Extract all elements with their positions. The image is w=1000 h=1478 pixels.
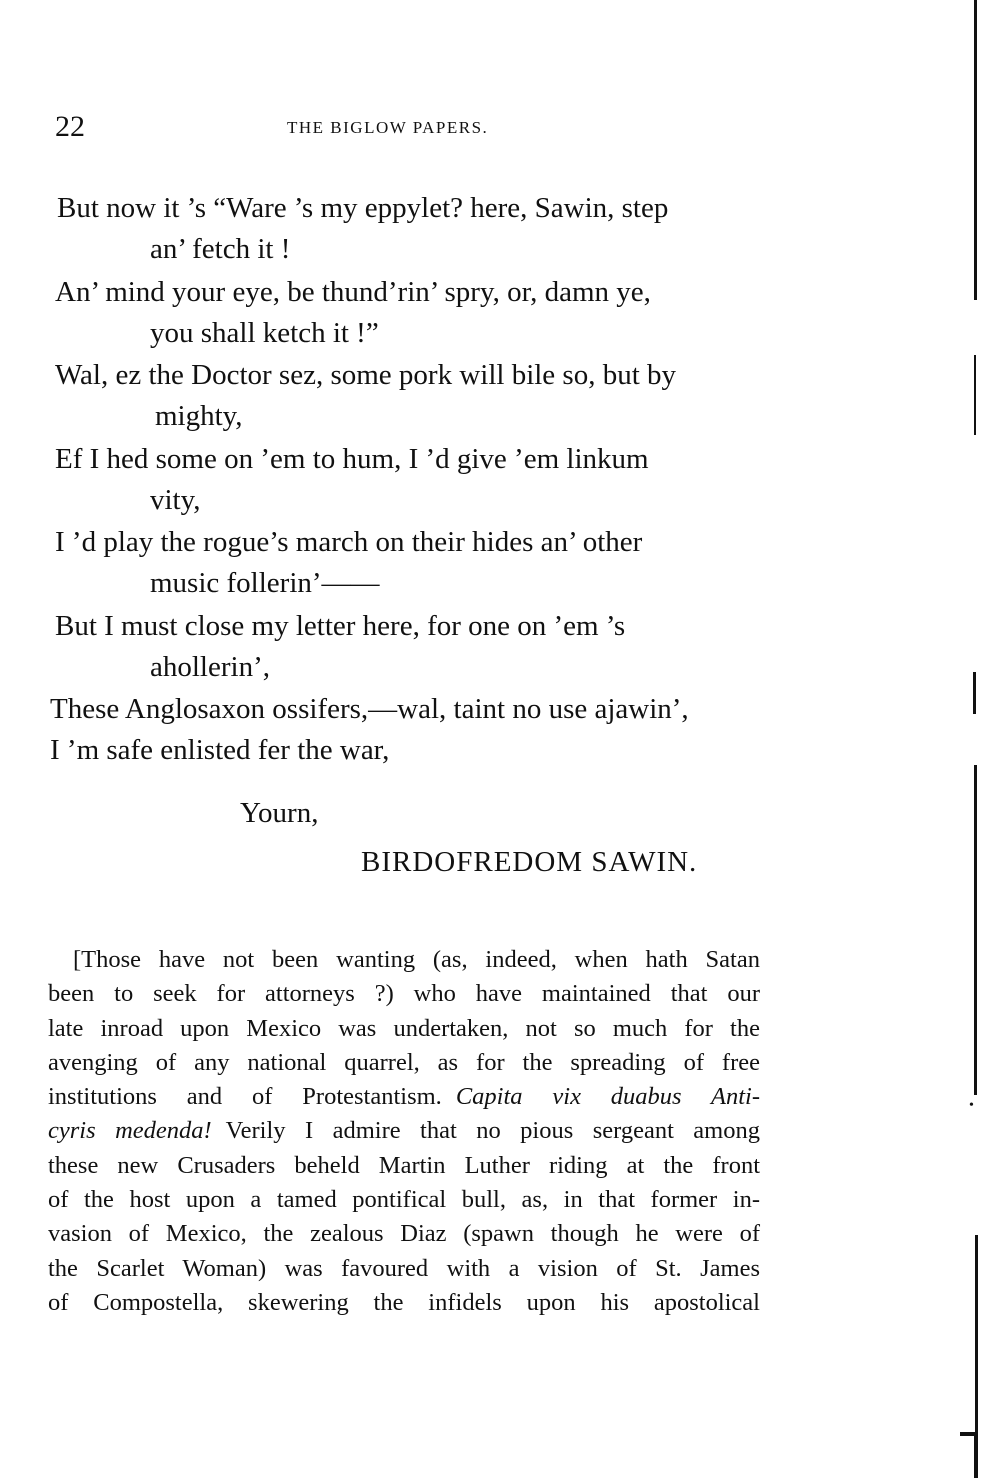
scan-edge-line <box>974 1432 978 1478</box>
poem-line: I ’d play the rogue’s march on their hides an’ other <box>55 526 643 558</box>
running-title: THE BIGLOW PAPERS. <box>287 118 489 137</box>
poem-line: mighty, <box>155 400 243 432</box>
note-line: late inroad upon Mexico was undertaken, not so much for the <box>48 1014 760 1042</box>
poem-line: vity, <box>150 484 201 516</box>
poem-line: But now it ’s “Ware ’s my eppylet? here, Sawin, step <box>57 192 669 224</box>
page-number: 22 <box>55 110 85 143</box>
note-line: the Scarlet Woman) was favoured with a vision of St. James <box>48 1254 760 1282</box>
poem-line: But I must close my letter here, for one on ’em ’s <box>55 610 626 642</box>
poem-line: you shall ketch it !” <box>150 317 379 349</box>
letter-signature: BIRDOFREDOM SAWIN. <box>361 846 698 878</box>
note-line: these new Crusaders beheld Martin Luther riding at the front <box>48 1151 760 1179</box>
poem-line: These Anglosaxon ossifers,—wal, taint no use ajawin’, <box>50 693 689 725</box>
note-text: Verily I admire that no pious sergeant among <box>225 1117 760 1145</box>
poem-line: I ’m safe enlisted fer the war, <box>50 734 390 766</box>
note-line: [Those have not been wanting (as, indeed, when hath Satan <box>73 946 760 973</box>
scan-edge-line <box>974 765 977 1095</box>
poem-line: An’ mind your eye, be thund’rin’ spry, or, damn ye, <box>55 276 651 308</box>
note-line: avenging of any national quarrel, as for the spreading of free <box>48 1048 760 1076</box>
poem-line: music follerin’—— <box>150 567 380 599</box>
scan-edge-line <box>973 672 976 714</box>
poem-line: ahollerin’, <box>150 651 270 683</box>
scan-edge-line <box>974 0 977 300</box>
editorial-note <box>48 943 760 1320</box>
note-line <box>48 1114 760 1148</box>
latin-quotation: cyris medenda! <box>48 1117 212 1145</box>
poem-line: Wal, ez the Doctor sez, some pork will bile so, but by <box>55 359 677 391</box>
scan-edge-line <box>975 1235 978 1435</box>
letter-closing: Yourn, <box>240 797 319 829</box>
latin-quotation: Capita vix duabus Anti- <box>455 1083 760 1111</box>
scan-speck: • <box>969 1098 974 1113</box>
scan-edge-line <box>974 355 976 435</box>
note-line: been to seek for attorneys ?) who have maintained that our <box>48 980 760 1008</box>
note-line: vasion of Mexico, the zealous Diaz (spawn though he were of <box>48 1220 760 1248</box>
note-line: of Compostella, skewering the infidels upon his apostolical <box>48 1288 760 1316</box>
note-line: of the host upon a tamed pontifical bull, as, in that former in- <box>48 1186 760 1214</box>
note-text: institutions and of Protestantism. <box>48 1083 442 1111</box>
poem-line: Ef I hed some on ’em to hum, I ’d give ’em linkum <box>55 443 649 475</box>
note-line <box>48 1080 760 1114</box>
poem-line: an’ fetch it ! <box>150 233 291 265</box>
